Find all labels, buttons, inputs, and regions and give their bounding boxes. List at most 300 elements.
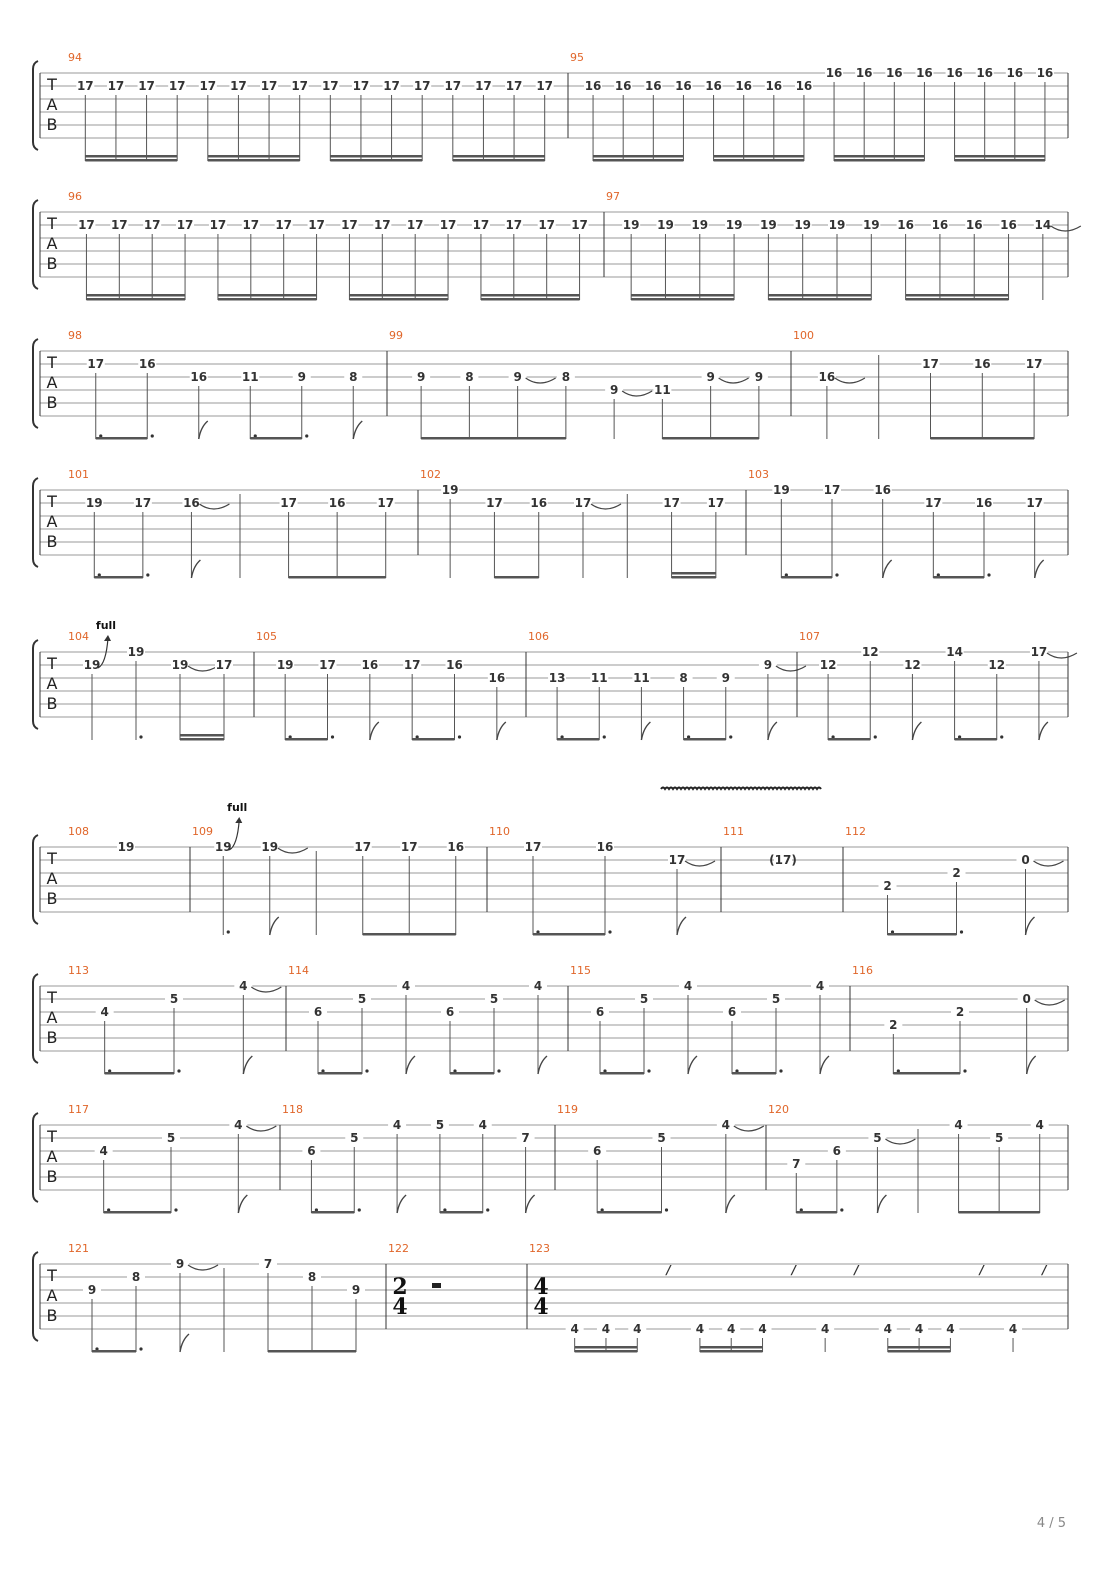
- dot: [963, 1069, 966, 1072]
- system-bracket: [33, 835, 38, 924]
- beam: [714, 159, 804, 162]
- measure-number: 102: [420, 468, 441, 481]
- beam-secondary: [208, 155, 300, 158]
- tab-clef-letter: A: [46, 512, 58, 531]
- fret-number: 6: [595, 1005, 605, 1019]
- dot: [177, 1069, 180, 1072]
- fret-number: 4: [815, 979, 825, 993]
- beam-secondary: [330, 155, 422, 158]
- fret-number: 17: [924, 496, 942, 510]
- tab-clef-letter: A: [46, 95, 58, 114]
- fret-number: 16: [361, 658, 379, 672]
- eighth-flag: [497, 722, 506, 740]
- fret-number: (17): [769, 853, 797, 867]
- system-bracket: [33, 61, 38, 150]
- fret-number: 17: [668, 853, 686, 867]
- dot: [1000, 735, 1003, 738]
- fret-number: 8: [131, 1270, 141, 1284]
- fret-number: 16: [705, 79, 722, 93]
- beam: [533, 933, 605, 936]
- fret-number: 17: [472, 218, 490, 232]
- fret-number: 17: [308, 218, 325, 232]
- fret-number: 16: [765, 79, 783, 93]
- eighth-flag: [912, 722, 921, 740]
- fret-number: 17: [444, 79, 462, 93]
- measure-number: 106: [528, 630, 549, 643]
- fret-number: 5: [350, 1131, 359, 1145]
- system-bracket: [33, 339, 38, 428]
- measure-number: 104: [68, 630, 89, 643]
- beam: [318, 1072, 362, 1075]
- beam: [931, 437, 1035, 440]
- fret-number: 5: [435, 1118, 445, 1132]
- fret-number: 2: [952, 866, 961, 880]
- fret-number: 7: [521, 1131, 530, 1145]
- fret-number: 5: [166, 1131, 176, 1145]
- fret-number: 4: [721, 1118, 731, 1132]
- fret-number: 6: [592, 1144, 602, 1158]
- tie-arc: [526, 378, 556, 383]
- fret-number: 17: [143, 218, 161, 232]
- eighth-flag: [353, 421, 362, 439]
- fret-number: 17: [352, 79, 370, 93]
- fret-number: 17: [275, 218, 293, 232]
- fret-number: 12: [988, 658, 1006, 672]
- beam: [86, 298, 185, 301]
- dot: [146, 573, 149, 576]
- beam-secondary: [834, 155, 924, 158]
- fret-number: 4: [392, 1118, 402, 1132]
- dot: [835, 573, 838, 576]
- fret-number: 17: [199, 79, 217, 93]
- fret-number: 16: [446, 658, 463, 672]
- fret-number: 17: [823, 483, 841, 497]
- tab-clef-letter: T: [47, 492, 57, 511]
- beam-secondary: [453, 155, 545, 158]
- tab-clef-letter: A: [46, 1008, 58, 1027]
- fret-number: 16: [183, 496, 200, 510]
- fret-number: 12: [861, 645, 879, 659]
- fret-number: 17: [107, 79, 125, 93]
- beam: [330, 159, 422, 162]
- beam: [96, 437, 148, 440]
- eighth-flag: [726, 1195, 735, 1213]
- fret-number: 16: [795, 79, 813, 93]
- fret-number: 4: [883, 1322, 892, 1336]
- beam: [959, 1211, 1040, 1214]
- eighth-flag: [1027, 1056, 1036, 1074]
- fret-number: 17: [280, 496, 297, 510]
- tab-clef-letter: A: [46, 373, 58, 392]
- fret-number: 4: [99, 1144, 108, 1158]
- beam: [955, 159, 1045, 162]
- bend-arrow: [104, 635, 111, 641]
- fret-number: 4: [758, 1322, 767, 1336]
- fret-number: 17: [76, 79, 94, 93]
- beam-secondary: [180, 734, 224, 737]
- beam: [450, 1072, 494, 1075]
- fret-number: 4: [954, 1118, 963, 1132]
- fret-number: 9: [175, 1257, 185, 1271]
- measure-number: 112: [845, 825, 866, 838]
- tie-arc: [685, 861, 715, 866]
- beam-secondary: [218, 294, 317, 297]
- fret-number: 4: [533, 979, 543, 993]
- beam: [575, 1350, 638, 1353]
- beam: [494, 576, 538, 579]
- eighth-flag: [180, 1334, 189, 1352]
- dot: [331, 735, 334, 738]
- fret-number: 12: [904, 658, 921, 672]
- measure-number: 119: [557, 1103, 578, 1116]
- fret-number: 4: [633, 1322, 642, 1336]
- beam: [906, 298, 1009, 301]
- system-bracket: [33, 1113, 38, 1202]
- tie-arc: [188, 1265, 218, 1270]
- fret-number: 16: [447, 840, 465, 854]
- fret-number: 9: [706, 370, 715, 384]
- fret-number: 16: [488, 671, 506, 685]
- fret-number: 17: [209, 218, 227, 232]
- tab-clef-letter: B: [46, 532, 58, 551]
- beam: [557, 738, 599, 741]
- fret-number: 5: [169, 992, 179, 1006]
- fret-number: 16: [885, 66, 903, 80]
- beam: [85, 159, 177, 162]
- fret-number: 14: [1034, 218, 1052, 232]
- eighth-flag: [1035, 560, 1044, 578]
- beam: [631, 298, 734, 301]
- beam: [218, 298, 317, 301]
- fret-number: 17: [78, 218, 95, 232]
- fret-number: 16: [975, 496, 993, 510]
- fret-number: 16: [735, 79, 753, 93]
- tie-arc: [188, 666, 218, 671]
- fret-number: 17: [439, 218, 457, 232]
- time-signature-bottom: 4: [533, 1294, 549, 1320]
- beam: [104, 1211, 171, 1214]
- fret-number: 17: [571, 218, 588, 232]
- fret-number: 17: [168, 79, 186, 93]
- fret-number: 5: [771, 992, 781, 1006]
- fret-number: 17: [176, 218, 194, 232]
- fret-number: 4: [100, 1005, 109, 1019]
- tie-arc: [278, 848, 308, 853]
- beam-secondary: [672, 572, 716, 575]
- fret-number: 6: [832, 1144, 842, 1158]
- fret-number: 17: [260, 79, 278, 93]
- beam-secondary: [700, 1346, 763, 1349]
- beam: [289, 576, 386, 579]
- fret-number: 16: [897, 218, 914, 232]
- beam: [684, 738, 726, 741]
- fret-number: 9: [763, 658, 773, 672]
- system-bracket: [33, 640, 38, 729]
- fret-number: 5: [357, 992, 367, 1006]
- fret-number: 17: [1026, 496, 1044, 510]
- fret-number: 16: [190, 370, 208, 384]
- fret-number: 16: [946, 66, 963, 80]
- fret-number: 9: [351, 1283, 361, 1297]
- fret-number: 17: [486, 496, 503, 510]
- fret-number: 16: [584, 79, 602, 93]
- fret-number: 2: [889, 1018, 898, 1032]
- tie-arc: [885, 1139, 915, 1144]
- eighth-flag: [768, 722, 777, 740]
- fret-number: 9: [416, 370, 426, 384]
- dot: [603, 735, 606, 738]
- dot: [874, 735, 877, 738]
- tab-clef-letter: A: [46, 1147, 58, 1166]
- beam: [440, 1211, 483, 1214]
- fret-number: 9: [87, 1283, 97, 1297]
- dot: [486, 1208, 489, 1211]
- fret-number: 4: [234, 1118, 243, 1132]
- measure-number: 115: [570, 964, 591, 977]
- tab-clef-letter: T: [47, 1127, 57, 1146]
- eighth-flag: [641, 722, 650, 740]
- fret-number: 19: [691, 218, 709, 232]
- beam: [893, 1072, 960, 1075]
- measure-number: 123: [529, 1242, 550, 1255]
- tab-clef-letter: A: [46, 1286, 58, 1305]
- beam: [828, 738, 870, 741]
- fret-number: 8: [465, 370, 474, 384]
- tab-clef-letter: B: [46, 393, 58, 412]
- tie-arc: [719, 378, 749, 383]
- beam: [955, 738, 997, 741]
- measure-number: 97: [606, 190, 620, 203]
- measure-number: 121: [68, 1242, 89, 1255]
- tab-clef-letter: T: [47, 353, 57, 372]
- tie-arc: [1035, 1000, 1065, 1005]
- eighth-flag: [397, 1195, 406, 1213]
- tab-clef-letter: A: [46, 674, 58, 693]
- fret-number: 17: [87, 357, 105, 371]
- fret-number: 16: [675, 79, 692, 93]
- fret-number: 19: [261, 840, 279, 854]
- fret-number: 4: [946, 1322, 955, 1336]
- measure-number: 96: [68, 190, 82, 203]
- system-bracket: [33, 200, 38, 289]
- fret-number: 9: [513, 370, 522, 384]
- dot: [779, 1069, 782, 1072]
- measure-number: 95: [570, 51, 584, 64]
- beam-secondary: [349, 294, 448, 297]
- fret-number: 16: [931, 218, 949, 232]
- fret-number: 9: [297, 370, 306, 384]
- fret-number: 8: [561, 370, 571, 384]
- fret-number: 4: [570, 1322, 579, 1336]
- fret-number: 4: [239, 979, 248, 993]
- fret-number: 16: [855, 66, 873, 80]
- fret-number: 17: [377, 496, 395, 510]
- fret-number: 11: [590, 671, 608, 685]
- sixteenth-rest: /: [791, 1263, 797, 1277]
- fret-number: 6: [313, 1005, 323, 1019]
- measure-number: 114: [288, 964, 309, 977]
- measure-number: 113: [68, 964, 89, 977]
- beam: [481, 298, 580, 301]
- beam: [285, 738, 327, 741]
- beam: [700, 1350, 763, 1353]
- eighth-flag: [191, 560, 200, 578]
- fret-number: 4: [683, 979, 693, 993]
- eighth-flag: [877, 1195, 886, 1213]
- tab-clef-letter: B: [46, 1306, 58, 1325]
- fret-number: 0: [1021, 853, 1030, 867]
- dot: [647, 1069, 650, 1072]
- beam-secondary: [86, 294, 185, 297]
- fret-number: 17: [134, 496, 152, 510]
- dot: [608, 930, 611, 933]
- beam: [768, 298, 871, 301]
- eighth-flag: [406, 1056, 415, 1074]
- fret-number: 17: [291, 79, 309, 93]
- fret-number: 17: [707, 496, 725, 510]
- beam: [672, 576, 716, 579]
- measure-number: 120: [768, 1103, 789, 1116]
- fret-number: 16: [916, 66, 933, 80]
- eighth-flag: [688, 1056, 697, 1074]
- tab-clef-letter: T: [47, 654, 57, 673]
- fret-number: 17: [505, 79, 523, 93]
- fret-number: 19: [441, 483, 459, 497]
- beam: [250, 437, 302, 440]
- tab-clef-letter: B: [46, 254, 58, 273]
- fret-number: 16: [138, 357, 156, 371]
- fret-number: 13: [548, 671, 566, 685]
- fret-number: 9: [721, 671, 730, 685]
- bend-label: full: [95, 619, 117, 632]
- fret-number: 17: [538, 218, 556, 232]
- tab-clef-letter: T: [47, 988, 57, 1007]
- fret-number: 16: [973, 357, 991, 371]
- fret-number: 9: [754, 370, 764, 384]
- fret-number: 14: [946, 645, 963, 659]
- fret-number: 11: [633, 671, 650, 685]
- dot: [729, 735, 732, 738]
- beam: [597, 1211, 661, 1214]
- fret-number: 17: [505, 218, 523, 232]
- fret-number: 19: [117, 840, 135, 854]
- sixteenth-rest: /: [979, 1263, 984, 1277]
- fret-number: 19: [760, 218, 777, 232]
- beam: [180, 738, 224, 741]
- fret-number: 17: [383, 79, 400, 93]
- measure-number: 101: [68, 468, 89, 481]
- tab-clef-letter: B: [46, 889, 58, 908]
- tie-arc: [251, 987, 281, 992]
- vibrato-mark: [661, 788, 821, 790]
- tab-clef-letter: T: [47, 214, 57, 233]
- fret-number: 19: [83, 658, 101, 672]
- measure-number: 107: [799, 630, 820, 643]
- dot: [151, 434, 154, 437]
- fret-number: 6: [727, 1005, 737, 1019]
- eighth-flag: [199, 421, 208, 439]
- tab-clef-letter: T: [47, 75, 57, 94]
- measure-number: 110: [489, 825, 510, 838]
- fret-number: 16: [328, 496, 346, 510]
- measure-number: 117: [68, 1103, 89, 1116]
- beam: [781, 576, 832, 579]
- measure-number: 108: [68, 825, 89, 838]
- fret-number: 17: [354, 840, 372, 854]
- tab-clef-letter: A: [46, 234, 58, 253]
- fret-number: 19: [622, 218, 640, 232]
- measure-number: 122: [388, 1242, 409, 1255]
- measure-number: 118: [282, 1103, 303, 1116]
- beam-secondary: [631, 294, 734, 297]
- fret-number: 19: [214, 840, 232, 854]
- measure-number: 105: [256, 630, 277, 643]
- fret-number: 4: [820, 1322, 830, 1336]
- fret-number: 8: [679, 671, 688, 685]
- fret-number: 4: [401, 979, 411, 993]
- tab-clef-letter: B: [46, 1167, 58, 1186]
- bend-label: full: [227, 801, 248, 814]
- fret-number: 7: [263, 1257, 273, 1271]
- fret-number: 17: [524, 840, 542, 854]
- fret-number: 17: [319, 658, 336, 672]
- fret-number: 17: [1030, 645, 1048, 659]
- fret-number: 17: [373, 218, 391, 232]
- half-rest: [432, 1283, 441, 1288]
- fret-number: 12: [819, 658, 837, 672]
- tab-clef-letter: B: [46, 694, 58, 713]
- fret-number: 11: [241, 370, 259, 384]
- dot: [497, 1069, 500, 1072]
- fret-number: 5: [639, 992, 649, 1006]
- fret-number: 17: [242, 218, 260, 232]
- beam-secondary: [714, 155, 804, 158]
- tie-arc: [199, 504, 229, 509]
- eighth-flag: [820, 1056, 829, 1074]
- beam-secondary: [768, 294, 871, 297]
- beam-secondary: [593, 155, 683, 158]
- fret-number: 17: [321, 79, 339, 93]
- fret-number: 19: [725, 218, 743, 232]
- beam: [92, 1350, 136, 1353]
- eighth-flag: [1039, 722, 1048, 740]
- dot: [365, 1069, 368, 1072]
- eighth-flag: [243, 1056, 252, 1074]
- fret-number: 4: [478, 1118, 487, 1132]
- fret-number: 19: [772, 483, 790, 497]
- fret-number: 6: [307, 1144, 316, 1158]
- time-signature-top: 4: [533, 1274, 549, 1300]
- fret-number: 8: [307, 1270, 317, 1284]
- beam: [933, 576, 984, 579]
- fret-number: 2: [955, 1005, 965, 1019]
- fret-number: 4: [601, 1322, 611, 1336]
- tab-clef-letter: T: [47, 1266, 57, 1285]
- dot: [960, 930, 963, 933]
- dot: [227, 930, 230, 933]
- tie-arc: [1034, 861, 1064, 866]
- eighth-flag: [677, 917, 686, 935]
- beam-secondary: [481, 294, 580, 297]
- beam: [268, 1350, 356, 1353]
- tab-clef-letter: A: [46, 869, 58, 888]
- fret-number: 5: [657, 1131, 666, 1145]
- fret-number: 16: [976, 66, 994, 80]
- eighth-flag: [270, 917, 279, 935]
- fret-number: 16: [825, 66, 843, 80]
- fret-number: 6: [445, 1005, 455, 1019]
- eighth-flag: [370, 722, 379, 740]
